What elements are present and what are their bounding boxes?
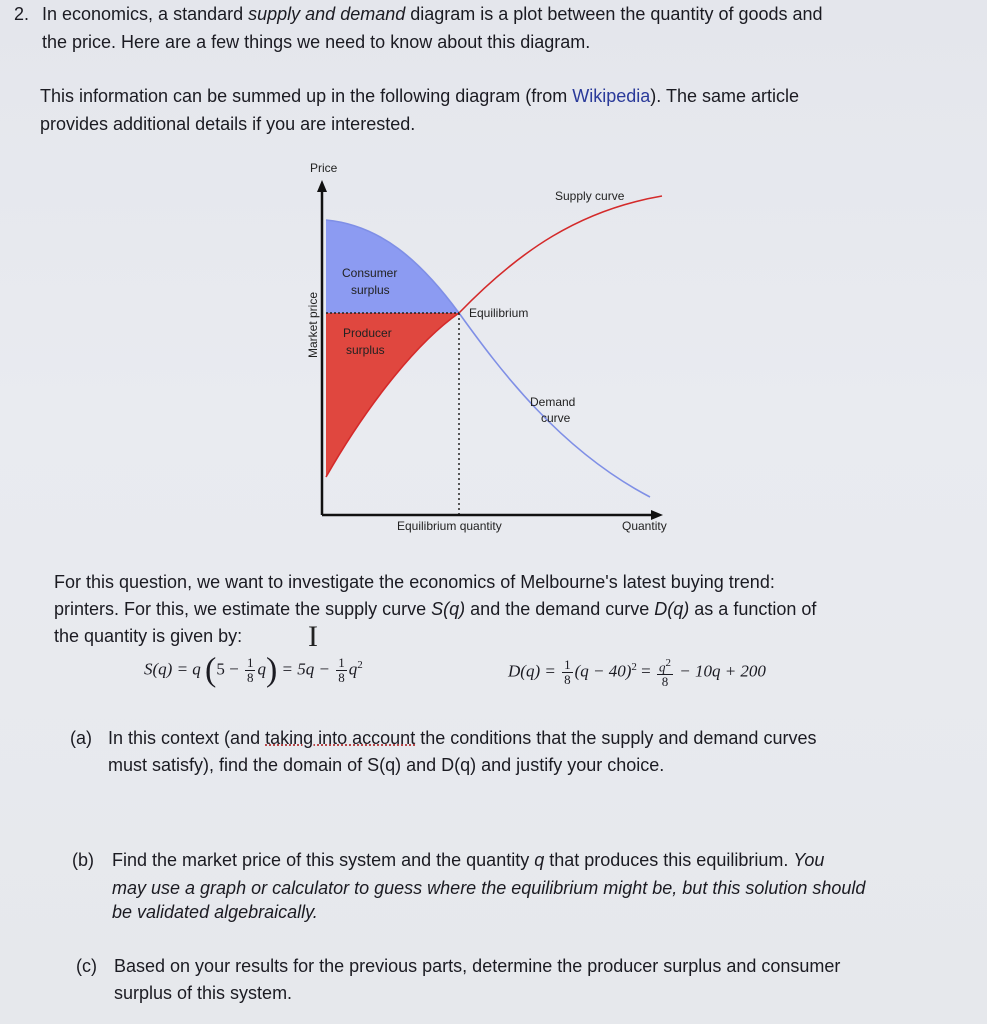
- body-text-mid: and the demand curve: [465, 599, 655, 619]
- exponent: 2: [357, 658, 363, 671]
- body-paragraph-2: [54, 599, 816, 620]
- body-paragraph-1: For this question, we want to investigate the economics of Melbourne's latest buying trend:: [54, 572, 775, 592]
- part-c-line-1: Based on your results for the previous parts, determine the producer surplus and consumer: [114, 956, 841, 976]
- equilibrium-label: Equilibrium: [469, 306, 529, 320]
- part-b-italic: You: [793, 850, 825, 870]
- part-b-label: (b): [72, 850, 94, 870]
- var-q: q: [534, 850, 545, 870]
- fraction-den: 8: [661, 674, 669, 690]
- part-b-italic-2: may use a graph or calculator to guess where the equilibrium might be, but this solution should: [112, 878, 866, 898]
- wikipedia-link[interactable]: Wikipedia: [572, 86, 651, 106]
- fraction-den: 8: [338, 670, 345, 685]
- part-c-label: (c): [76, 956, 97, 976]
- demand-formula: [508, 656, 766, 689]
- part-b-line-2: [112, 878, 865, 899]
- part-a-line-1: [108, 728, 816, 749]
- fraction: [562, 658, 573, 687]
- fraction: [336, 656, 347, 685]
- demand-mid: (q − 40): [574, 661, 632, 681]
- part-b-line-1: [112, 850, 824, 871]
- summary-text-post: ). The same article: [650, 86, 800, 106]
- consumer-surplus-label-1: Consumer: [342, 266, 398, 280]
- intro-line-2: the price. Here are a few things we need to know about this diagram.: [42, 32, 591, 52]
- supply-inner: 5 −: [216, 659, 239, 679]
- producer-surplus-label-2: surplus: [346, 343, 385, 357]
- part-c-line-2: surplus of this system.: [114, 983, 293, 1003]
- body-text-post: as a function of: [689, 599, 817, 619]
- demand-tail: − 10q + 200: [679, 661, 766, 681]
- y-axis-label: Price: [310, 161, 338, 175]
- paren-open: (: [205, 651, 217, 689]
- supply-lhs: S(q) = q: [144, 659, 201, 679]
- fraction-num: 1: [564, 657, 571, 673]
- part-b-line-3: [112, 902, 318, 923]
- intro-italic: supply and demand: [248, 4, 406, 24]
- consumer-surplus-label-2: surplus: [351, 283, 390, 297]
- intro-text-post: diagram is a plot between the quantity of goods and: [405, 4, 823, 24]
- summary-line-2: provides additional details if you are interested.: [40, 114, 416, 134]
- equilibrium-quantity-label: Equilibrium quantity: [397, 519, 502, 533]
- supply-curve-label: Supply curve: [555, 189, 625, 203]
- part-a-text-post: the conditions that the supply and demand curves: [415, 728, 817, 748]
- fraction: [245, 656, 256, 685]
- part-b-text: Find the market price of this system and the quantity: [112, 850, 535, 870]
- body-paragraph-3: the quantity is given by:: [54, 626, 243, 646]
- fraction-num: 1: [338, 655, 345, 670]
- var-q: q: [658, 659, 666, 675]
- supply-rhs: = 5q −: [281, 659, 330, 679]
- demand-label-1: Demand: [530, 395, 576, 409]
- fraction-num: [657, 656, 673, 675]
- market-price-label: Market price: [306, 291, 320, 358]
- part-a-text: In this context (and: [108, 728, 266, 748]
- summary-text: This information can be summed up in the following diagram (from: [40, 86, 573, 106]
- supply-function-ref: S(q): [431, 599, 466, 619]
- demand-label-2: curve: [541, 411, 571, 425]
- intro-text: In economics, a standard: [42, 4, 249, 24]
- part-b-italic-3: be validated algebraically.: [112, 902, 318, 922]
- fraction-den: 8: [246, 670, 254, 685]
- exponent: 2: [631, 660, 637, 673]
- var-q: q: [257, 659, 266, 679]
- var-q: q: [348, 659, 358, 679]
- part-a-line-2: must satisfy), find the domain of S(q) and D(q) and justify your choice.: [108, 755, 665, 775]
- fraction-den: 8: [564, 672, 571, 688]
- x-axis-label: Quantity: [622, 519, 667, 533]
- text-cursor-icon: I: [308, 620, 318, 653]
- part-b-text-post: that produces this equilibrium.: [544, 850, 794, 870]
- fraction-num: 1: [246, 655, 254, 670]
- part-a-label: (a): [70, 728, 92, 748]
- producer-surplus-label-1: Producer: [343, 326, 392, 340]
- spellcheck-underlined: taking into account: [265, 728, 416, 748]
- y-axis-arrow: [317, 180, 327, 192]
- demand-function-ref: D(q): [654, 599, 690, 619]
- equals-sign: =: [641, 661, 651, 681]
- demand-lhs: D(q) =: [508, 661, 556, 681]
- exponent: 2: [665, 657, 671, 669]
- question-number: 2.: [14, 4, 30, 24]
- supply-formula: [144, 651, 363, 689]
- paren-close: ): [265, 651, 278, 689]
- body-text: printers. For this, we estimate the supply curve: [54, 599, 432, 619]
- fraction-q2: [657, 656, 673, 689]
